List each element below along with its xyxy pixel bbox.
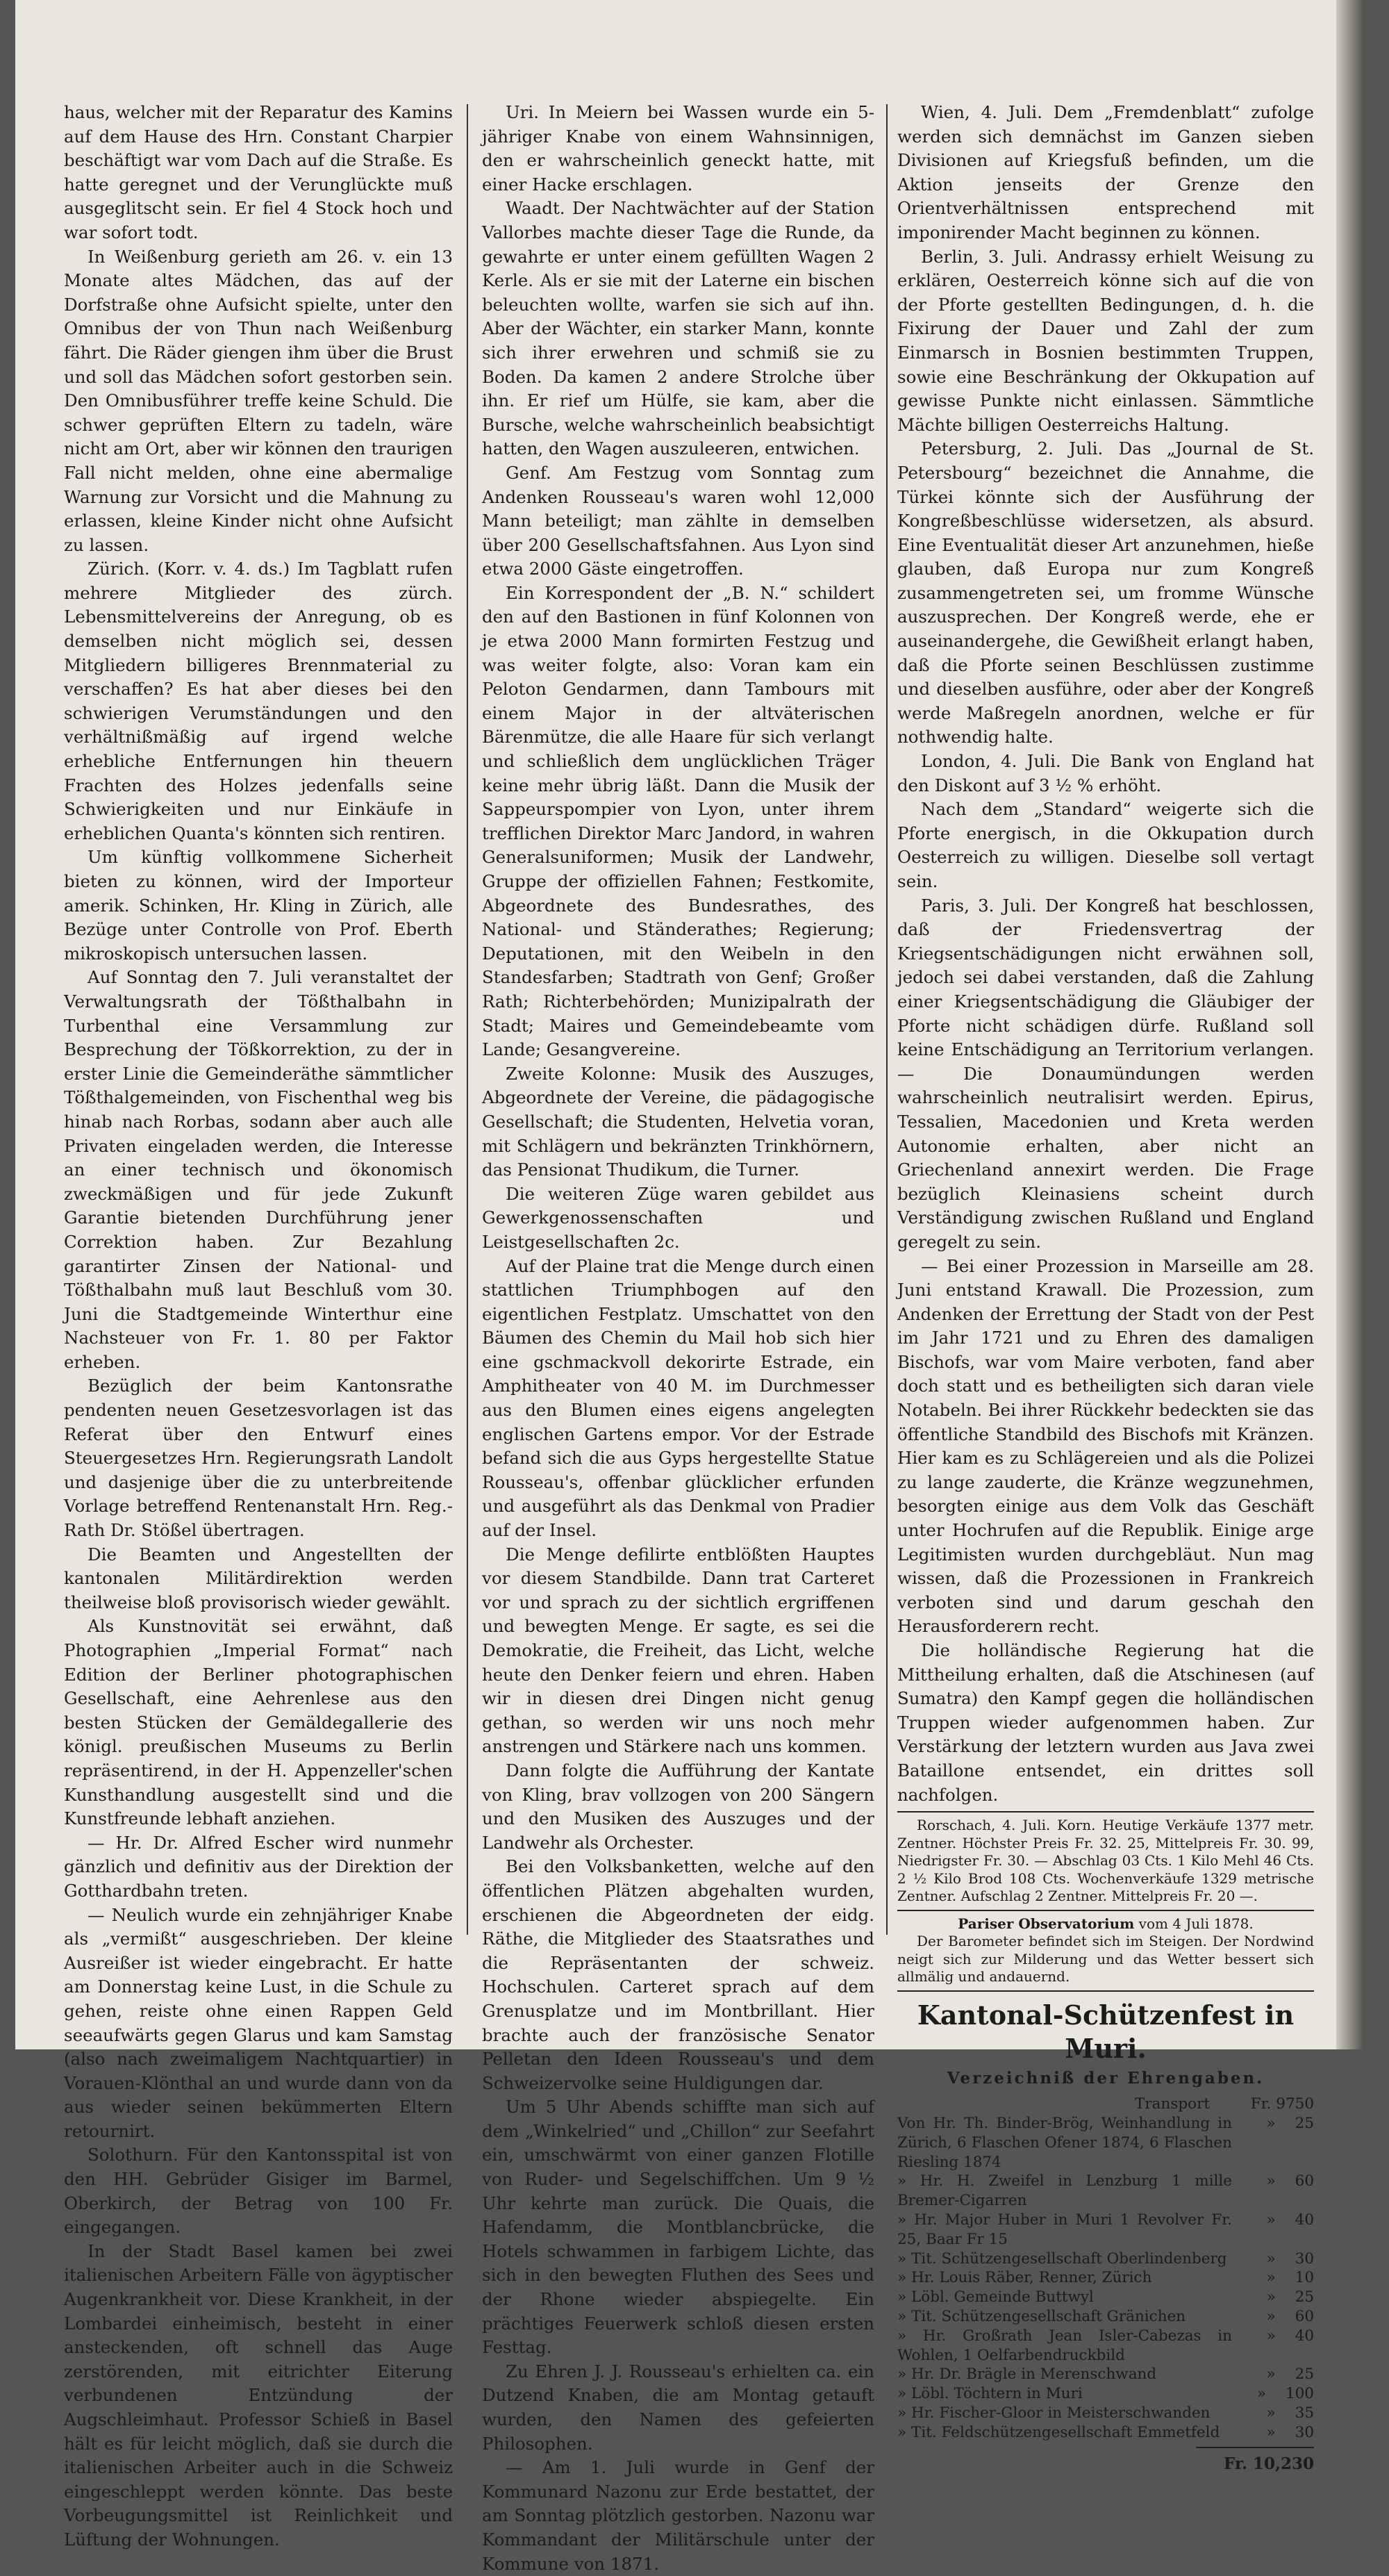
gift-amount-value: 100 [1285, 2385, 1314, 2403]
ditto-mark: » [1266, 2115, 1276, 2133]
gift-amount [1238, 2404, 1314, 2423]
transport-label: Transport [1135, 2095, 1210, 2113]
column-divider [467, 104, 468, 1935]
column-3 [897, 101, 1314, 2476]
gift-amount-value: 60 [1295, 2308, 1314, 2326]
article-paragraph: — Neulich wurde ein zehnjähriger Knabe als „vermißt“ ausgeschrieben. Der kleine Ausreißer ist wieder eingebracht. Er hatte am Donnerstag keine Lust, in die Schule zu gehen, reiste ohne einen Rappen Geld seeaufwärts gegen Glarus und kam Samstag (also nach zweimaligem Nachtquartier) in Vorauen-Klönthal an und wurde dann von da aus wieder seinen bekümmerten Eltern retournirt. [64, 1904, 453, 2141]
transport-row [897, 2095, 1314, 2114]
article-paragraph: Solothurn. Für den Kantonsspital ist von den HH. Gebrüder Gisiger im Barmel, Oberkirch, der Betrag von 100 Fr. eingegangen. [64, 2145, 453, 2238]
gift-amount [1238, 2249, 1314, 2269]
article-paragraph: Uri. In Meiern bei Wassen wurde ein 5-jähriger Knabe von einem Wahnsinnigen, den er wahrscheinlich geneckt hatte, mit einer Hacke erschlagen. [482, 102, 874, 195]
observatory-title: Pariser Observatorium [958, 1915, 1135, 1932]
gift-amount [1238, 2114, 1314, 2172]
gift-donor: » Tit. Schützengesellschaft Gränichen [897, 2308, 1186, 2326]
ditto-mark: » [1256, 2385, 1266, 2403]
ditto-mark: » [1266, 2211, 1276, 2229]
market-report [897, 1817, 1314, 1906]
ditto-mark: » [1266, 2288, 1276, 2306]
gift-amount [1238, 2268, 1314, 2288]
news-telegram: — Bei einer Prozession in Marseille am 28. Juni entstand Krawall. Die Prozession, zum Andenken der Errettung der Stadt von der Pest im Jahr 1721 und zu Ehren des damaligen Bischofs, war vom Maire verboten, fand aber doch statt und es betheiligten sich daran viele Notabeln. Bei ihrer Rückkehr bedeckten sie das öffentliche Standbild des Bischofs mit Kränzen. Hier kam es zu Schlägereien und als die Polizei zu lange zauderte, die Kränze wegzunehmen, besorgten einige aus dem Volk das Geschäft unter Hochrufen auf die Republik. Einige arge Legitimisten wurden durchgebläut. Nun mag wissen, daß die Prozessionen in Frankreich verboten sind und darum geschah den Herausforderern recht. [897, 1255, 1314, 1637]
gift-donor: » Tit. Schützengesellschaft Oberlindenberg [897, 2249, 1227, 2268]
article-paragraph: Zweite Kolonne: Musik des Auszuges, Abgeordnete der Vereine, die pädagogische Gesellschaft; die Studenten, Helvetia voran, mit Schlägern und bekränzten Trinkhörnern, das Pensionat Thudikum, die Turner. [482, 1063, 874, 1180]
article-paragraph: Als Kunstnovität sei erwähnt, daß Photographien „Imperial Format“ nach Edition der Berliner photographischen Gesellschaft, eine Aehrenlese aus den besten Stücken der Gemäldegallerie des königl. preußischen Museums zu Berlin repräsentirend, in der H. Appenzeller'schen Kunsthandlung ausgestellt sind und die Kunstfreunde lebhaft anziehen. [64, 1616, 453, 1829]
newspaper-page [15, 0, 1363, 2574]
gift-amount-value: 40 [1295, 2211, 1314, 2229]
gift-donor: » Hr. Fischer-Gloor in Meisterschwanden [897, 2404, 1211, 2422]
gift-donor: » Hr. Louis Räber, Renner, Zürich [897, 2269, 1152, 2287]
gift-amount-value: 10 [1295, 2269, 1314, 2287]
ditto-mark: » [1266, 2366, 1276, 2384]
article-paragraph: Um künftig vollkommene Sicherheit bieten zu können, wird der Importeur amerik. Schinken, Hr. Kling in Zürich, alle Bezüge unter Controlle von Prof. Eberth mikroskopisch untersuchen lassen. [64, 847, 453, 964]
article-paragraph: Um 5 Uhr Abends schiffte man sich auf dem „Winkelried“ und „Chillon“ zur Seefahrt ein, umschwärmt von einer ganzen Flotille von Ruder- und Segelschiffchen. Um 9 ½ Uhr kehrte man zurück. Die Quais, die Hafendamm, die Montblancbrücke, die Hotels schwammen in farbigem Lichte, das sich in den bewegten Fluthen des Sees und der Rhone wieder abspiegelte. Ein prächtiges Feuerwerk schloß diesen ersten Festtag. [482, 2097, 874, 2358]
gift-row [897, 2211, 1314, 2249]
gift-row [897, 2327, 1314, 2366]
transport-value: Fr. 9750 [1250, 2095, 1314, 2113]
gift-list [897, 2095, 1314, 2442]
article-paragraph: Genf. Am Festzug vom Sonntag zum Andenken Rousseau's waren wohl 12,000 Mann beteiligt; man zählte in demselben über 200 Gesellschaftsfahnen. Aus Lyon sind etwa 2000 Gäste eingetroffen. [482, 462, 874, 579]
article-paragraph: In der Stadt Basel kamen bei zwei italienischen Arbeitern Fälle von ägyptischer Augenkrankheit vor. Diese Krankheit, in der Lombardei einheimisch, besteht in einer ansteckenden, oft schnell das Auge zerstörenden, mit eitrichter Eiterung verbundenen Entzündung der Augschleimhaut. Professor Schieß in Basel hält es für leicht möglich, daß sie durch die italienischen Arbeiter auch in die Schweiz eingeschleppt werden könnte. Das beste Vorbeugungsmittel ist Reinlichkeit und Lüftung der Wohnungen. [64, 2240, 453, 2550]
gift-donor: Von Hr. Th. Binder-Brög, Weinhandlung in Zürich, 6 Flaschen Ofener 1874, 6 Flaschen Riesling 1874 [897, 2115, 1232, 2171]
observatory-date: vom 4 Juli 1878. [1138, 1915, 1254, 1932]
article-paragraph: Die Beamten und Angestellten der kantonalen Militärdirektion werden theilweise bloß provisorisch wieder gewählt. [64, 1544, 453, 1612]
gift-amount-value: 25 [1295, 2366, 1314, 2384]
gift-row [897, 2172, 1314, 2211]
page-edge-shadow [1336, 0, 1363, 2049]
ditto-mark: » [1266, 2249, 1276, 2268]
article-paragraph: Ein Korrespondent der „B. N.“ schildert den auf den Bastionen in fünf Kolonnen von je etwa 2000 Mann formirten Festzug und was weiter folgte, also: Voran kam ein Peloton Gendarmen, dann Tambours mit einem Major in der altväterischen Bärenmütze, die alle Haare für sich verlangt und schließlich dem unglücklichen Träger keine mehr übrig läßt. Dann die Musik der Sappeurspompier von Lyon, unter ihrem trefflichen Direktor Marc Jandord, in wahren Generalsuniformen; Musik der Landwehr, Gruppe der offiziellen Fahnen; Festkomite, Abgeordnete des Bundesrathes, des National- und Ständerathes; Regierung; Deputationen, mit den Weibeln in den Standesfarben; Stadtrath von Genf; Großer Rath; Richterbehörden; Munizipalrath der Stadt; Maires und Gemeindebeamte vom Lande; Gesangvereine. [482, 582, 874, 1060]
gift-amount-value: 25 [1295, 2115, 1314, 2133]
gift-row [897, 2384, 1314, 2404]
festival-subtitle: Verzeichniß der Ehrengaben. [947, 2068, 1265, 2088]
gift-donor: » Löbl. Gemeinde Buttwyl [897, 2288, 1094, 2306]
news-telegram: Petersburg, 2. Juli. Das „Journal de St. Petersbourg“ bezeichnet die Annahme, die Türkei könnte sich der Ausführung der Kongreßbeschlüsse widersetzen, als absurd. Eine Eventualität dieser Art anzunehmen, hieße glauben, daß Europa nur zum Kongreß zusammengetreten sei, um fromme Wünsche auszusprechen. Der Kongreß werde, ehe er auseinandergehe, die Gewißheit erlangt haben, daß die Pforte seinen Beschlüssen zustimme und dieselben ausführe, oder aber der Kongreß werde Maßregeln anordnen, welche er für nothwendig halte. [897, 438, 1314, 748]
gift-donor: » Hr. H. Zweifel in Lenzburg 1 mille Bremer-Cigarren [897, 2172, 1232, 2210]
gift-amount [1238, 2327, 1314, 2366]
observatory-text: Der Barometer befindet sich im Steigen. Der Nordwind neigt sich zur Milderung und das Wetter bessert sich allmälig und andauernd. [897, 1933, 1314, 1985]
article-paragraph: Bezüglich der beim Kantonsrathe pendenten neuen Gesetzesvorlagen ist das Referat über den Entwurf eines Steuergesetzes Hrn. Regierungsrath Landolt und dasjenige über die zu unterbreitende Vorlage betreffend Rentenanstalt Hrn. Reg.-Rath Dr. Stößel übertragen. [64, 1376, 453, 1541]
gift-amount [1238, 2365, 1314, 2384]
column-1 [64, 101, 453, 2552]
festival-title: Kantonal-Schützenfest in Muri. [917, 1999, 1295, 2064]
gift-amount-value: 30 [1295, 2249, 1314, 2268]
ditto-mark: » [1266, 2404, 1276, 2422]
article-paragraph: Die weiteren Züge waren gebildet aus Gewerkgenossenschaften und Leistgesellschaften 2c. [482, 1183, 874, 1252]
article-paragraph: Zürich. (Korr. v. 4. ds.) Im Tagblatt rufen mehrere Mitglieder des zürch. Lebensmittelvereins der Anregung, ob es demselben nicht möglich sei, dessen Mitgliedern billigeres Brennmaterial zu verschaffen? Es hat aber dieses bei den schwierigen Verumständungen und den verhältnißmäßig auf irgend welche erhebliche Entfernungen hin theuern Frachten des Holzes jedenfalls seine Schwierigkeiten und nur Einkäufe in erheblichen Quanta's könnten sich rentiren. [64, 559, 453, 843]
column-divider [886, 104, 888, 1935]
gift-row [897, 2268, 1314, 2288]
gift-amount-value: 30 [1295, 2423, 1314, 2441]
gift-amount [1238, 2384, 1314, 2404]
gift-amount [1238, 2172, 1314, 2211]
article-paragraph: In Weißenburg gerieth am 26. v. ein 13 Monate altes Mädchen, das auf der Dorfstraße ohne Aufsicht spielte, unter den Omnibus der von Thun nach Weißenburg fährt. Die Räder giengen ihm über die Brust und soll das Mädchen sofort gestorben sein. Den Omnibusführer treffe keine Schuld. Die schwer geprüften Eltern zu tadeln, wäre nicht am Ort, aber wir können den traurigen Fall nicht melden, ohne eine abermalige Warnung zur Vorsicht und die Mahnung zu erlassen, kleine Kinder nicht ohne Aufsicht zu lassen. [64, 246, 453, 555]
gift-amount-value: 35 [1295, 2404, 1314, 2422]
market-report-text: Rorschach, 4. Juli. Korn. Heutige Verkäufe 1377 metr. Zentner. Höchster Preis Fr. 32. 25, Mittelpreis Fr. 30. 99, Niedrigster Fr. 30. — Abschlag 03 Cts. 1 Kilo Mehl 46 Cts. 2 ½ Kilo Brod 108 Cts. Wochenverkäufe 1329 metrische Zentner. Aufschlag 2 Zentner. Mittelpreis Fr. 20 —. [897, 1817, 1314, 1905]
gift-row [897, 2404, 1314, 2423]
article-paragraph: — Am 1. Juli wurde in Genf der Kommunard Nazonu zur Erde bestattet, der am Sonntag plötzlich gestorben. Nazonu war Kommandant der Militärschule unter der Kommune von 1871. [482, 2457, 874, 2574]
ditto-mark: » [1266, 2423, 1276, 2441]
gift-row [897, 2249, 1314, 2269]
gift-amount-value: 40 [1295, 2327, 1314, 2345]
gift-row [897, 2423, 1314, 2443]
article-paragraph: — Hr. Dr. Alfred Escher wird nunmehr gänzlich und definitiv aus der Direktion der Gotthardbahn treten. [64, 1832, 453, 1901]
section-divider [897, 1910, 1314, 1911]
gift-row [897, 2307, 1314, 2327]
gift-row [897, 2288, 1314, 2307]
gift-row [897, 2114, 1314, 2172]
festival-total: Fr. 10,230 [1224, 2454, 1314, 2473]
news-telegram: London, 4. Juli. Die Bank von England hat den Diskont auf 3 ½ % erhöht. [897, 751, 1314, 795]
ditto-mark: » [1266, 2172, 1276, 2190]
news-telegram: Paris, 3. Juli. Der Kongreß hat beschlossen, daß der Friedensvertrag der Kriegsentschädigungen nicht erwähnen soll, jedoch sei dabei verstanden, daß die Zahlung einer Kriegsentschädigung die Gläubiger der Pforte nicht schädigen dürfe. Rußland soll keine Entschädigung an Territorium verlangen. — Die Donaumündungen werden wahrscheinlich neutralisirt werden. Epirus, Tessalien, Macedonien und Kreta werden Autonomie erhalten, aber nicht an Griechenland annexirt werden. Die Frage bezüglich Kleinasiens scheint durch Verständigung zwischen Rußland und England geregelt zu sein. [897, 895, 1314, 1252]
article-paragraph: Auf Sonntag den 7. Juli veranstaltet der Verwaltungsrath der Tößthalbahn in Turbenthal eine Versammlung zur Besprechung der Tößkorrektion, zu der in erster Linie die Gemeinderäthe sämmtlicher Tößthalgemeinden, von Fischenthal weg bis hinab nach Rorbas, sodann aber auch alle Privaten eingeladen werden, die Interesse an einer technisch und ökonomisch zweckmäßigen und für jede Zukunft Garantie bietenden Durchführung jener Correktion haben. Zur Bezahlung garantirter Zinsen der National- und Tößthalbahn muß laut Beschluß vom 30. Juni die Stadtgemeinde Winterthur eine Nachsteuer von Fr. 1. 80 per Faktor erheben. [64, 967, 453, 1372]
gift-amount [1238, 2211, 1314, 2249]
gift-donor: » Löbl. Töchtern in Muri [897, 2385, 1083, 2403]
festival-list [897, 1999, 1314, 2477]
ditto-mark: » [1266, 2327, 1276, 2345]
gift-amount-value: 25 [1295, 2288, 1314, 2306]
gift-donor: » Hr. Großrath Jean Isler-Cabezas in Wohlen, 1 Oelfarbendruckbild [897, 2327, 1232, 2364]
column-2 [482, 101, 874, 2576]
sum-rule [1196, 2447, 1314, 2448]
article-paragraph: Die Menge defilirte entblößten Hauptes vor diesem Standbilde. Dann trat Carteret vor und sprach zu der sichtlich ergriffenen und bewegten Menge. Er sagte, es sei die Demokratie, die Freiheit, das Licht, welche heute den Denker feiern und ehren. Haben wir in diesen drei Dingen nicht genug gethan, so werden wir uns noch mehr anstrengen und Stärkere nach uns kommen. [482, 1544, 874, 1757]
ditto-mark: » [1266, 2269, 1276, 2287]
news-telegram: Die holländische Regierung hat die Mittheilung erhalten, daß die Atschinesen (auf Sumatra) den Kampf gegen die holländischen Truppen wieder aufgenommen haben. Zur Verstärkung der letztern wurden aus Java zwei Bataillone entsendet, ein drittes soll nachfolgen. [897, 1640, 1314, 1805]
section-divider [897, 1811, 1314, 1813]
gift-amount [1238, 2307, 1314, 2327]
gift-amount-value: 60 [1295, 2172, 1314, 2190]
article-paragraph: Zu Ehren J. J. Rousseau's erhielten ca. ein Dutzend Knaben, die am Montag getauft wurden, den Namen des gefeierten Philosophen. [482, 2361, 874, 2454]
gift-donor: » Hr. Major Huber in Muri 1 Revolver Fr. 25, Baar Fr 15 [897, 2211, 1232, 2248]
news-telegram: Berlin, 3. Juli. Andrassy erhielt Weisung zu erklären, Oesterreich könne sich auf die von der Pforte gestellten Bedingungen, d. h. die Fixirung der Dauer und Zahl der zum Einmarsch in Bosnien bestimmten Truppen, sowie eine Beschränkung der Okkupation auf gewisse Punkte nicht einlassen. Sämmtliche Mächte billigen Oesterreichs Haltung. [897, 246, 1314, 435]
gift-amount [1238, 2423, 1314, 2443]
article-paragraph: Auf der Plaine trat die Menge durch einen stattlichen Triumphbogen auf den eigentlichen Festplatz. Umschattet von den Bäumen des Chemin du Mail hob sich hier eine gschmackvoll dekorirte Estrade, ein Amphitheater von 40 M. im Durchmesser aus den Blumen eines eigens angelegten englischen Gartens empor. Vor der Estrade befand sich die aus Gyps hergestellte Statue Rousseau's, offenbar glücklicher erfunden und ausgeführt als das Denkmal von Pradier auf der Insel. [482, 1255, 874, 1541]
article-paragraph: Bei den Volksbanketten, welche auf den öffentlichen Plätzen abgehalten wurden, erschienen die Abgeordneten der eidg. Räthe, die Mitglieder des Staatsrathes und die Repräsentanten der schweiz. Hochschulen. Carteret sprach auf dem Grenusplatze und im Montbrillant. Hier brachte auch der französische Senator Pelletan den Ideen Rousseau's und dem Schweizervolke seine Huldigungen dar. [482, 1856, 874, 2093]
article-paragraph: Dann folgte die Aufführung der Kantate von Kling, brav vollzogen von 200 Sängern und den Musiken des Auszuges und der Landwehr als Orchester. [482, 1760, 874, 1853]
gift-donor: » Hr. Dr. Brägle in Merenschwand [897, 2366, 1157, 2384]
news-telegram: Nach dem „Standard“ weigerte sich die Pforte energisch, in die Okkupation durch Oesterreich zu willigen. Dieselbe soll vertagt sein. [897, 799, 1314, 891]
ditto-mark: » [1266, 2308, 1276, 2326]
gift-row [897, 2365, 1314, 2384]
article-paragraph: Waadt. Der Nachtwächter auf der Station Vallorbes machte dieser Tage die Runde, da gewahrte er unter einem gefüllten Wagen 2 Kerle. Als er sie mit der Laterne ein bischen beleuchten wollte, warfen sie sich auf ihn. Aber der Wächter, ein starker Mann, konnte sich ihrer erwehren und schmiß sie zu Boden. Da kamen 2 andere Strolche über ihn. Er rief um Hülfe, sie kam, aber die Bursche, welche wahrscheinlich beabsichtigt hatten, den Wagen auszuleeren, entwichen. [482, 198, 874, 459]
gift-amount [1238, 2288, 1314, 2307]
section-divider [897, 1990, 1314, 1992]
gift-donor: » Tit. Feldschützengesellschaft Emmetfeld [897, 2423, 1220, 2441]
article-paragraph: haus, welcher mit der Reparatur des Kamins auf dem Hause des Hrn. Constant Charpier beschäftigt war vom Dach auf die Straße. Es hatte geregnet und der Verunglückte muß ausgeglitscht sein. Er fiel 4 Stock hoch und war sofort todt. [64, 102, 453, 242]
news-telegram: Wien, 4. Juli. Dem „Fremdenblatt“ zufolge werden sich demnächst im Ganzen sieben Divisionen auf Kriegsfuß befinden, um die Aktion jenseits der Grenze den Orientverhältnissen entsprechend mit imponirender Macht beginnen zu können. [897, 102, 1314, 242]
observatory-report [897, 1915, 1314, 1986]
